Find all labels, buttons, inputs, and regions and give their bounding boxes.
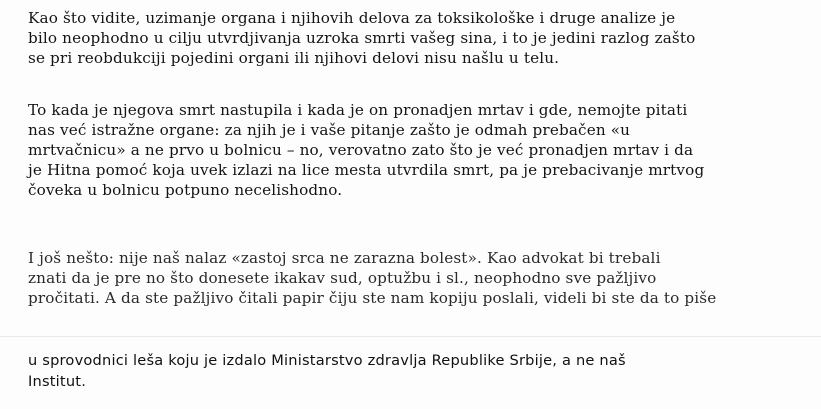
text-line: bilo neophodno u cilju utvrdjivanja uzroka smrti vašeg sina, i to je jedini razlog zašto [28,29,696,47]
paragraph-ministry-note [28,350,798,392]
paragraph-death-circumstances [28,100,798,200]
text-line: je Hitna pomoć koja uvek izlazi na lice mesta utvrdila smrt, pa je prebacivanje mrtvog [28,161,705,179]
scan-seam-divider [0,336,821,337]
text-line: Kao što vidite, uzimanje organa i njihovih delova za toksikološke i druge analize je [28,9,676,27]
text-line: Institut. [28,373,87,390]
paragraph-finding-note [28,248,798,308]
text-line: mrtvačnicu» a ne prvo u bolnicu – no, verovatno zato što je već pronadjen mrtav i da [28,141,694,159]
text-line: nas već istražne organe: za njih je i vaše pitanje zašto je odmah prebačen «u [28,121,631,139]
paragraph-analysis [28,8,798,68]
text-line: znati da je pre no što donesete ikakav sud, optužbu i sl., neophodno sve pažljivo [28,269,657,287]
text-line: pročitati. A da ste pažljivo čitali papir čiju ste nam kopiju poslali, videli bi ste da to piše [28,289,717,307]
text-line: se pri reobdukciji pojedini organi ili njihovi delovi nisu našlu u telu. [28,49,560,67]
text-line: I još nešto: nije naš nalaz «zastoj srca ne zarazna bolest». Kao advokat bi trebali [28,249,661,267]
text-line: čoveka u bolnicu potpuno necelishodno. [28,181,343,199]
text-line: To kada je njegova smrt nastupila i kada je on pronadjen mrtav i gde, nemojte pitati [28,101,688,119]
text-line: u sprovodnici leša koju je izdalo Ministarstvo zdravlja Republike Srbije, a ne naš [28,352,626,369]
